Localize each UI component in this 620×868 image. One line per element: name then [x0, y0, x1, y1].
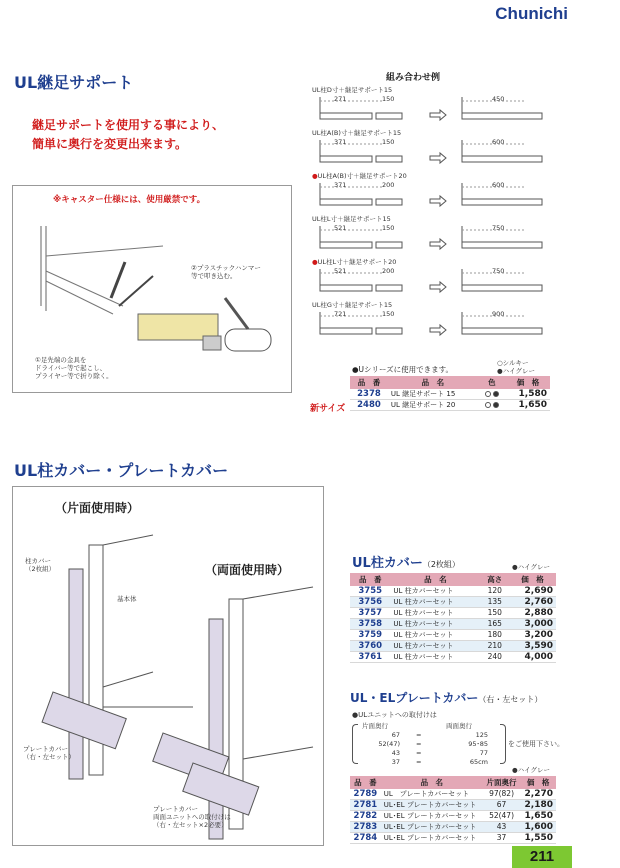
product-price: 1,650	[506, 400, 550, 411]
table-row	[350, 586, 556, 597]
header-color: 色	[478, 376, 506, 389]
combo-dim-support: 200	[382, 267, 395, 275]
pillar-color-note: ●ハイグレー	[512, 563, 551, 571]
product-depth: 37	[483, 833, 520, 844]
combo-label-text: UL柱A(B)寸＋継足サポート15	[312, 129, 402, 137]
product-name: UL プレートカバーセット	[381, 789, 483, 800]
note-hammer	[191, 264, 261, 280]
combo-item	[312, 258, 564, 300]
section-title-support: UL継足サポート	[14, 73, 134, 92]
table-row	[350, 641, 556, 652]
combo-item	[312, 129, 564, 171]
circle-outline-icon	[485, 402, 491, 408]
red-dot-icon: ●	[312, 172, 318, 180]
combo-dim-pillar: 521	[334, 224, 347, 232]
product-height: 210	[480, 641, 509, 652]
product-name: UL 柱カバーセット	[390, 641, 480, 652]
header-depth: 片面奥行	[483, 776, 520, 789]
mapping-eq: =	[416, 740, 422, 748]
product-name: UL 柱カバーセット	[390, 630, 480, 641]
combo-label	[312, 215, 391, 223]
header-code: 品 番	[350, 573, 390, 586]
label-plate-cover2-line-2: 両面ユニットへの取付けは	[153, 813, 231, 821]
product-depth: 97(82)	[483, 789, 520, 800]
circle-filled-icon	[493, 402, 499, 408]
label-pillar-cover-line-2: （2枚組）	[25, 565, 56, 573]
product-price: 2,880	[509, 608, 556, 619]
product-price: 2,180	[520, 800, 556, 811]
product-code: 3756	[350, 597, 390, 608]
product-price: 1,650	[520, 811, 556, 822]
caster-warning: ※キャスター仕様には、使用厳禁です。	[53, 195, 206, 205]
header-name: 品 名	[381, 776, 483, 789]
combo-label-text: UL柱D寸＋継足サポート15	[312, 86, 393, 94]
header-price: 価 格	[509, 573, 556, 586]
plate-cover-title: UL・ELプレートカバー	[350, 691, 479, 705]
label-plate-cover-double	[153, 805, 231, 829]
combo-dim-pillar: 721	[334, 310, 347, 318]
label-plate-cover2-line-1: プレートカバー	[153, 805, 199, 813]
section-title-covers: UL柱カバー・プレートカバー	[14, 461, 229, 480]
label-plate-cover-line-2: （右・左セット）	[23, 753, 75, 761]
header-price: 価 格	[520, 776, 556, 789]
combo-title: 組み合わせ例	[386, 73, 441, 83]
combo-dim-support: 150	[382, 224, 395, 232]
pillar-table-header	[350, 573, 556, 586]
note-driver	[35, 356, 113, 380]
header-name: 品 名	[388, 376, 478, 389]
header-code: 品 番	[350, 776, 381, 789]
legend-silky: ○シルキー	[497, 359, 529, 367]
mapping-double: 95･85	[468, 740, 488, 748]
header-code: 品 番	[350, 376, 388, 389]
table-row	[350, 619, 556, 630]
circle-outline-icon	[485, 391, 491, 397]
page-number: 211	[512, 846, 572, 868]
intro-line-2: 簡単に奥行を変更出来ます。	[32, 137, 188, 151]
plate-cover-heading	[350, 689, 542, 706]
product-code: 2789	[350, 789, 381, 800]
support-table-header	[350, 376, 550, 389]
table-row	[350, 652, 556, 663]
note-driver-line-2: ドライバー等で起こし、	[35, 364, 107, 372]
combo-dim-result: 450	[492, 95, 505, 103]
single-side-label: （片面使用時）	[55, 501, 140, 515]
product-name: UL 柱カバーセット	[390, 619, 480, 630]
table-row	[350, 789, 556, 800]
combo-drawing	[312, 224, 564, 258]
mapping-single: 52(47)	[378, 740, 400, 748]
combo-dim-support: 200	[382, 181, 395, 189]
product-price: 4,000	[509, 652, 556, 663]
mapping-double: 125	[475, 731, 488, 739]
product-price: 2,270	[520, 789, 556, 800]
combo-dim-pillar: 271	[334, 95, 347, 103]
combo-dim-result: 750	[492, 224, 505, 232]
table-row	[350, 630, 556, 641]
combo-dim-pillar: 521	[334, 267, 347, 275]
combo-label	[312, 172, 407, 180]
product-height: 240	[480, 652, 509, 663]
product-height: 135	[480, 597, 509, 608]
mapping-single: 37	[391, 758, 400, 766]
table-row	[350, 608, 556, 619]
bracket-left	[352, 724, 358, 764]
product-code: 2783	[350, 822, 381, 833]
product-price: 3,200	[509, 630, 556, 641]
combo-dim-result: 600	[492, 138, 505, 146]
col-single-depth: 片面奥行	[362, 722, 388, 730]
label-pillar-cover	[25, 557, 55, 573]
combo-label	[312, 86, 392, 94]
plate-color-note: ●ハイグレー	[512, 766, 551, 774]
product-code: 2781	[350, 800, 381, 811]
table-row	[350, 822, 556, 833]
header-height: 高さ	[480, 573, 509, 586]
product-name: UL 継足サポート 20	[388, 400, 478, 411]
red-dot-icon: ●	[312, 258, 318, 266]
table-row	[350, 800, 556, 811]
product-code: 3757	[350, 608, 390, 619]
combo-item	[312, 86, 564, 128]
install-diagram	[12, 185, 292, 393]
pillar-cover-table	[350, 573, 556, 663]
mapping-double: 77	[479, 749, 488, 757]
table-row	[350, 833, 556, 844]
product-name: UL 柱カバーセット	[390, 652, 480, 663]
combo-label-text: UL柱G寸＋継足サポート15	[312, 301, 393, 309]
product-name: UL･EL プレートカバーセット	[381, 822, 483, 833]
intro-line-1: 継足サポートを使用する事により、	[32, 118, 225, 132]
combo-dim-result: 600	[492, 181, 505, 189]
product-code: 2480	[350, 400, 388, 411]
combo-dim-support: 150	[382, 310, 395, 318]
combo-drawing	[312, 181, 564, 215]
combo-dim-pillar: 371	[334, 138, 347, 146]
product-name: UL 継足サポート 15	[388, 389, 478, 400]
pillar-cover-title: UL柱カバー	[352, 556, 423, 571]
product-name: UL･EL プレートカバーセット	[381, 800, 483, 811]
pillar-cover-subtitle: （2枚組）	[422, 560, 460, 569]
support-intro	[32, 116, 224, 154]
bracket-right	[500, 724, 506, 764]
combo-drawing	[312, 310, 564, 344]
color-options	[478, 389, 506, 400]
product-code: 3755	[350, 586, 390, 597]
combo-label	[312, 258, 396, 266]
product-code: 2378	[350, 389, 388, 400]
double-side-label: （両面使用時）	[205, 563, 290, 577]
color-legend	[497, 359, 535, 375]
plate-cover-table	[350, 776, 556, 844]
depth-mapping	[352, 722, 562, 766]
label-plate-cover	[23, 745, 75, 761]
product-price: 2,690	[509, 586, 556, 597]
combo-item	[312, 172, 564, 214]
product-price: 1,600	[520, 822, 556, 833]
product-height: 150	[480, 608, 509, 619]
combo-dim-support: 150	[382, 138, 395, 146]
product-code: 3759	[350, 630, 390, 641]
label-plate-cover2-line-3: （右・左セット×2必要）	[153, 821, 228, 829]
combo-label	[312, 129, 401, 137]
note-driver-line-3: プライヤー等で折り除く。	[35, 372, 113, 380]
table-row	[350, 811, 556, 822]
table-row	[350, 400, 550, 411]
brand-logo: Chunichi	[495, 4, 568, 23]
plate-table-header	[350, 776, 556, 789]
mapping-eq: =	[416, 749, 422, 757]
mapping-double: 65cm	[469, 758, 488, 766]
combo-dim-support: 150	[382, 95, 395, 103]
product-name: UL･EL プレートカバーセット	[381, 833, 483, 844]
product-name: UL 柱カバーセット	[390, 597, 480, 608]
mapping-single: 67	[391, 731, 400, 739]
combo-item	[312, 215, 564, 257]
product-name: UL 柱カバーセット	[390, 586, 480, 597]
combo-item	[312, 301, 564, 343]
product-depth: 43	[483, 822, 520, 833]
product-price: 1,580	[506, 389, 550, 400]
product-name: UL 柱カバーセット	[390, 608, 480, 619]
mapping-single: 43	[391, 749, 400, 757]
note-hammer-line-1: ②プラスチックハンマー	[191, 264, 261, 272]
label-body: 基本体	[117, 595, 137, 603]
table-row	[350, 389, 550, 400]
combo-drawing	[312, 267, 564, 301]
combo-dim-result: 900	[492, 310, 505, 318]
combo-label	[312, 301, 392, 309]
col-double-depth: 両面奥行	[446, 722, 472, 730]
mount-note: ●ULユニットへの取付けは	[352, 711, 437, 719]
combo-label-text: UL柱L寸＋継足サポート15	[312, 215, 391, 223]
mapping-eq: =	[416, 758, 422, 766]
product-code: 3760	[350, 641, 390, 652]
product-price: 3,590	[509, 641, 556, 652]
product-name: UL･EL プレートカバーセット	[381, 811, 483, 822]
label-pillar-cover-line-1: 柱カバー	[25, 557, 51, 565]
cover-diagram	[12, 486, 324, 846]
header-price: 価 格	[506, 376, 550, 389]
table-note: ●Uシリーズに使用できます。	[352, 365, 454, 374]
combo-label-text: UL柱A(B)寸＋継足サポート20	[317, 172, 407, 180]
table-row	[350, 597, 556, 608]
product-code: 2784	[350, 833, 381, 844]
product-price: 1,550	[520, 833, 556, 844]
product-height: 165	[480, 619, 509, 630]
legend-highgray: ●ハイグレー	[497, 367, 536, 375]
note-hammer-line-2: 等で叩き込む。	[191, 272, 237, 280]
combo-dim-pillar: 371	[334, 181, 347, 189]
label-plate-cover-line-1: プレートカバー	[23, 745, 69, 753]
product-depth: 52(47)	[483, 811, 520, 822]
new-size-label: 新サイズ	[310, 404, 346, 414]
combo-dim-result: 750	[492, 267, 505, 275]
product-height: 120	[480, 586, 509, 597]
combo-drawing	[312, 95, 564, 129]
circle-filled-icon	[493, 391, 499, 397]
combo-list	[312, 86, 564, 344]
product-price: 2,760	[509, 597, 556, 608]
mapping-eq: =	[416, 731, 422, 739]
cover-illustration	[13, 487, 325, 847]
combo-label-text: UL柱L寸＋継足サポート20	[317, 258, 397, 266]
color-options	[478, 400, 506, 411]
use-note: をご使用下さい。	[508, 740, 564, 748]
support-table	[350, 376, 550, 411]
note-driver-line-1: ①足先端の金具を	[35, 356, 87, 364]
combo-drawing	[312, 138, 564, 172]
product-code: 2782	[350, 811, 381, 822]
product-code: 3761	[350, 652, 390, 663]
product-depth: 67	[483, 800, 520, 811]
product-code: 3758	[350, 619, 390, 630]
product-height: 180	[480, 630, 509, 641]
plate-cover-subtitle: （右・左セット）	[478, 695, 543, 704]
header-name: 品 名	[390, 573, 480, 586]
pillar-cover-heading	[352, 552, 460, 571]
product-price: 3,000	[509, 619, 556, 630]
